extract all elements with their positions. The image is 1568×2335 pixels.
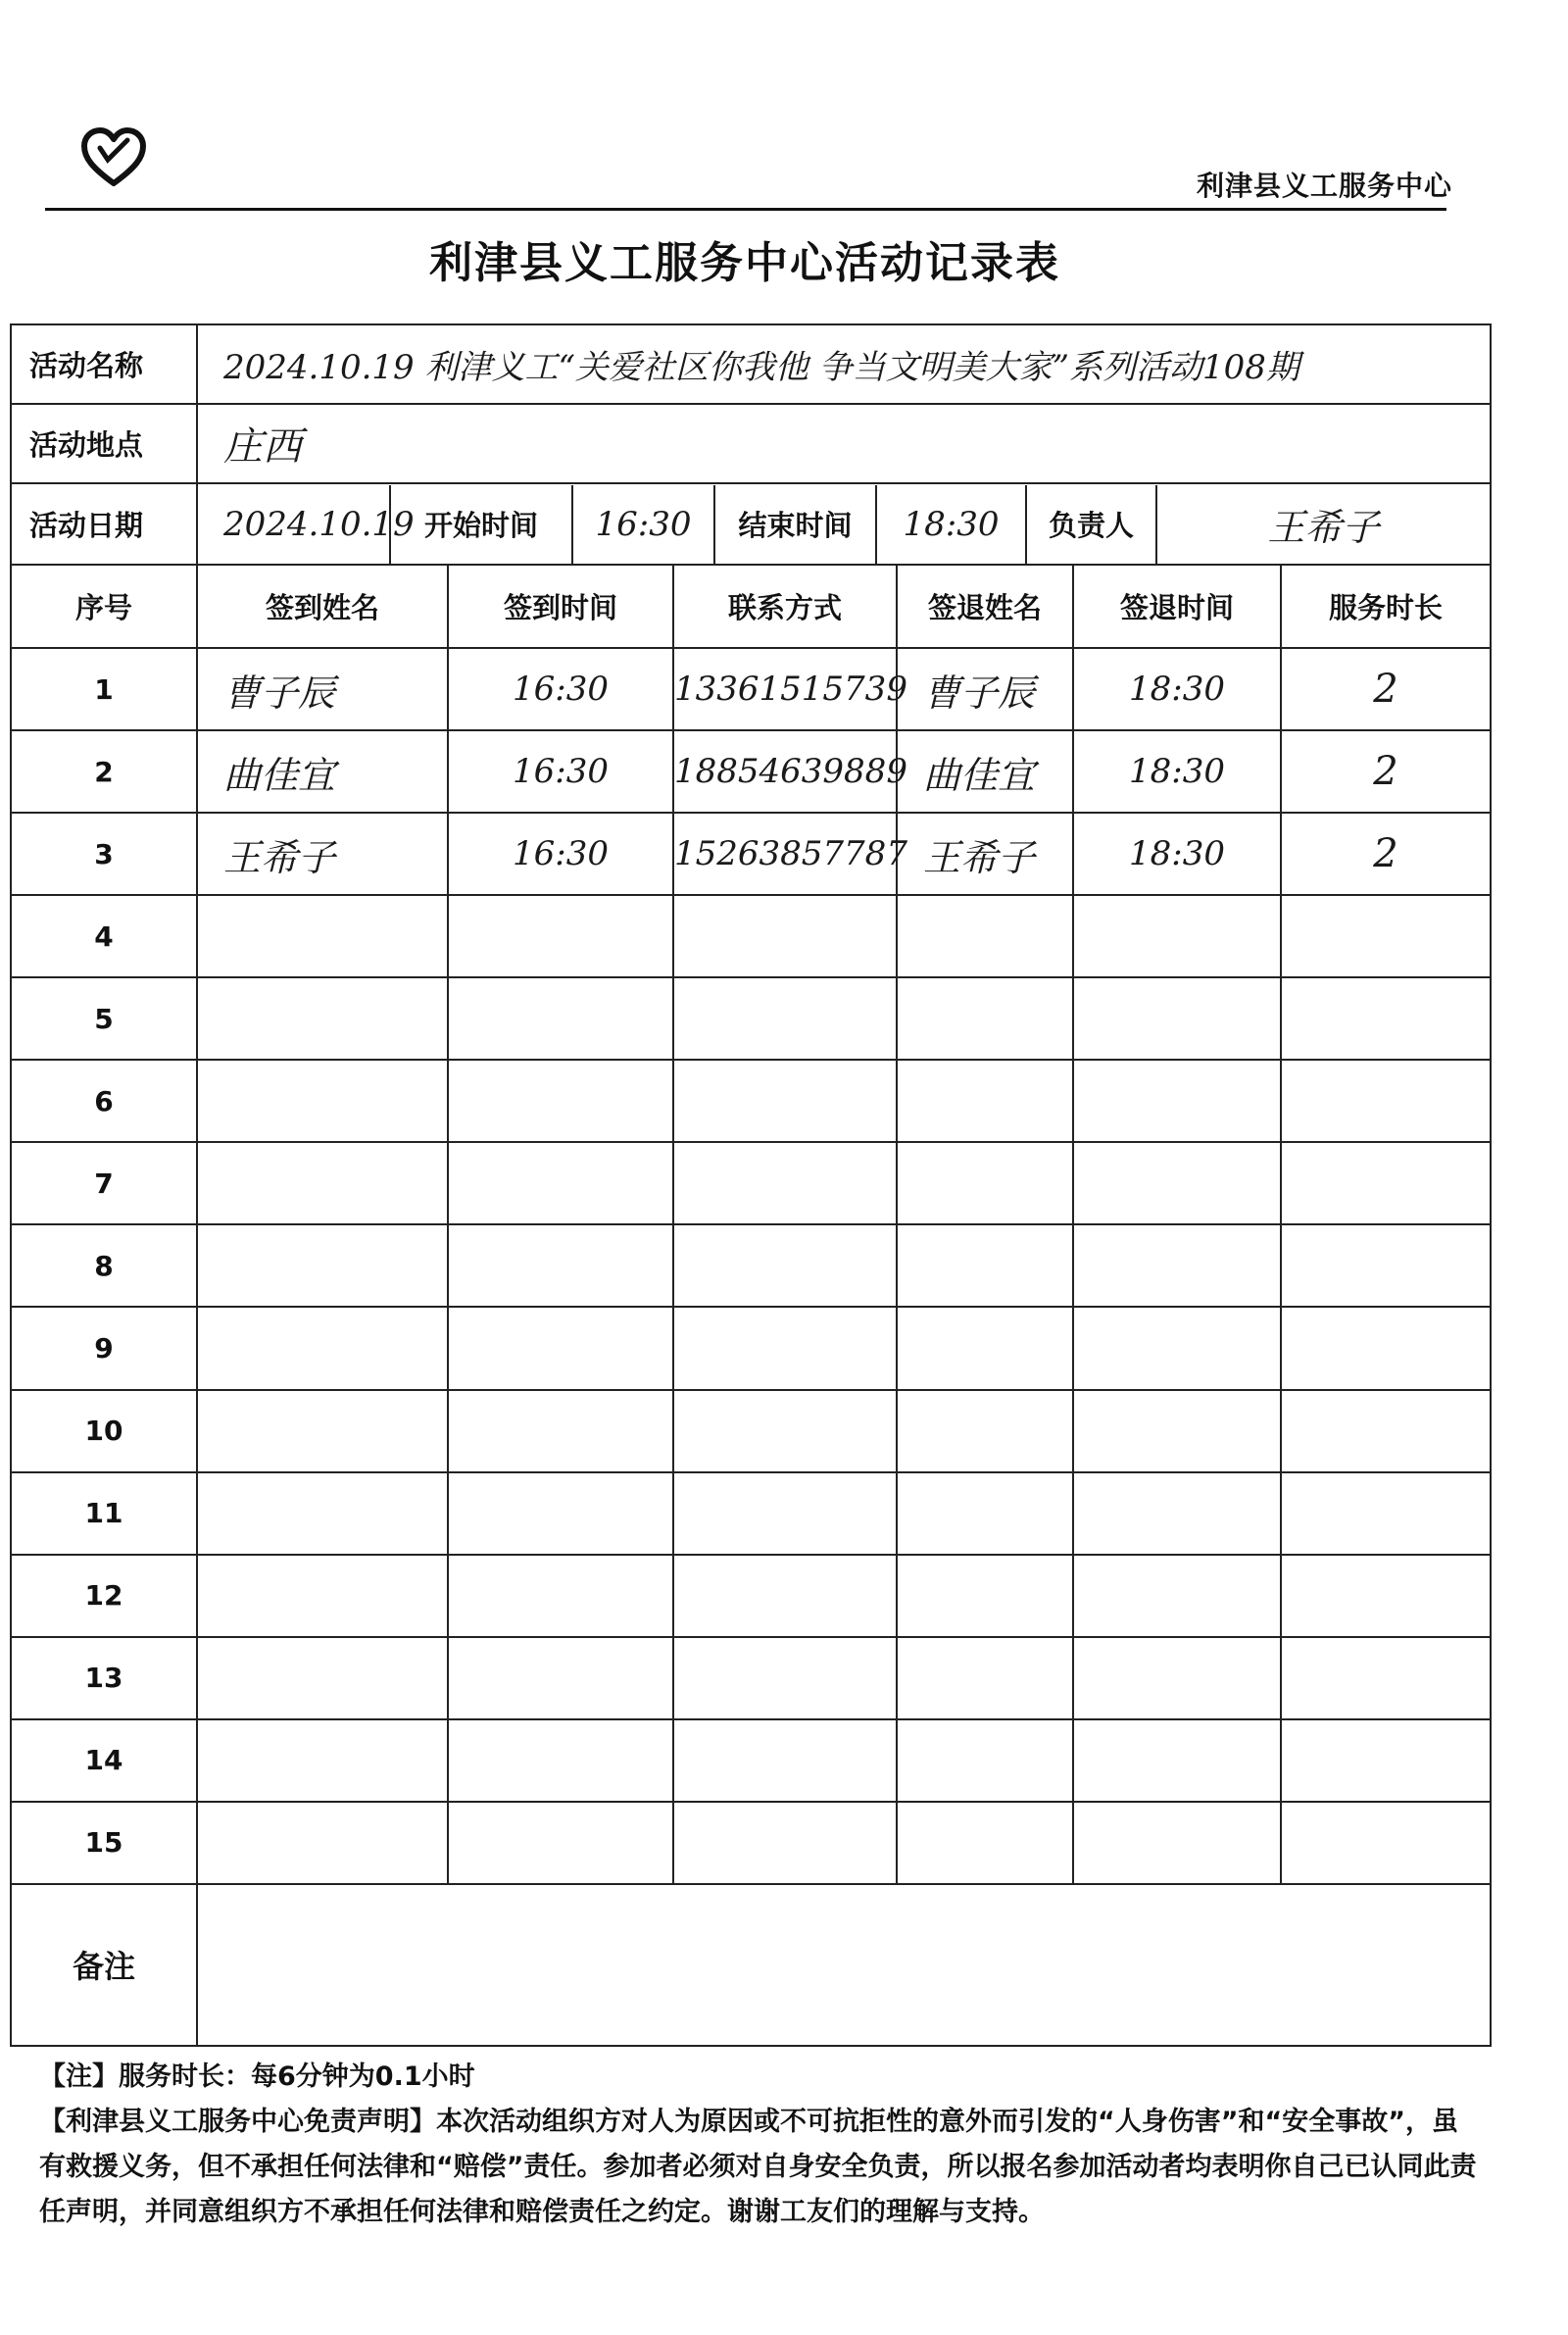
row-number: 10 [11,1390,197,1472]
table-row [11,1142,1491,1224]
phone-cell[interactable]: 13361515739 [673,648,897,730]
phone-cell[interactable] [673,1637,897,1719]
leader-label: 负责人 [1026,485,1156,564]
checkin-time-cell[interactable] [448,1472,673,1555]
activity-location-value[interactable]: 庄西 [197,404,1491,483]
checkout-time-cell[interactable]: 18:30 [1073,730,1281,813]
start-time-value[interactable]: 16:30 [572,485,714,564]
checkout-time-cell[interactable] [1073,1224,1281,1307]
checkout-name-cell[interactable] [897,895,1073,977]
hours-cell[interactable] [1281,1060,1491,1142]
checkin-name-cell[interactable] [197,1224,448,1307]
checkout-name-cell[interactable] [897,1637,1073,1719]
checkout-time-cell[interactable] [1073,1719,1281,1802]
form-title: 利津县义工服务中心活动记录表 [429,238,1060,288]
checkin-name-cell[interactable] [197,1307,448,1389]
row-number: 8 [11,1224,197,1307]
checkout-name-cell[interactable]: 王希子 [897,813,1073,895]
hours-cell[interactable] [1281,1390,1491,1472]
hours-cell[interactable] [1281,1802,1491,1884]
end-time-value[interactable]: 18:30 [876,485,1026,564]
checkout-name-cell[interactable] [897,1719,1073,1802]
row-number: 3 [11,813,197,895]
checkin-time-cell[interactable] [448,895,673,977]
table-row [11,1555,1491,1637]
checkin-time-cell[interactable] [448,977,673,1060]
checkout-name-cell[interactable] [897,1142,1073,1224]
checkin-name-cell[interactable] [197,977,448,1060]
checkout-time-cell[interactable] [1073,1142,1281,1224]
checkout-name-cell[interactable] [897,1390,1073,1472]
header-divider [45,208,1446,211]
footer-notes [39,2055,1480,2235]
checkin-time-cell[interactable]: 16:30 [448,730,673,813]
checkout-name-cell[interactable] [897,1555,1073,1637]
col-header-checkin-time: 签到时间 [448,565,673,648]
activity-date-value[interactable]: 2024.10.19 [198,485,390,564]
org-name: 利津县义工服务中心 [1196,170,1452,202]
activity-name-row [11,324,1491,404]
checkin-name-cell[interactable] [197,1802,448,1884]
table-row [11,730,1491,813]
checkin-name-cell[interactable] [197,1142,448,1224]
table-row [11,1307,1491,1389]
checkout-time-cell[interactable] [1073,1637,1281,1719]
hours-cell[interactable]: 2 [1281,730,1491,813]
activity-location-label: 活动地点 [11,404,197,483]
checkout-name-cell[interactable] [897,1472,1073,1555]
table-row [11,1060,1491,1142]
row-number: 12 [11,1555,197,1637]
row-number: 1 [11,648,197,730]
phone-cell[interactable] [673,1307,897,1389]
activity-date-row [11,483,1491,565]
hours-cell[interactable] [1281,977,1491,1060]
checkout-time-cell[interactable] [1073,1307,1281,1389]
hours-cell[interactable] [1281,1142,1491,1224]
phone-cell[interactable] [673,1472,897,1555]
col-header-checkin-name: 签到姓名 [197,565,448,648]
checkin-time-cell[interactable] [448,1555,673,1637]
col-header-checkout-time: 签退时间 [1073,565,1281,648]
checkout-time-cell[interactable] [1073,1472,1281,1555]
hours-cell[interactable] [1281,1637,1491,1719]
checkout-name-cell[interactable]: 曲佳宜 [897,730,1073,813]
table-row [11,813,1491,895]
disclaimer-text: 【利津县义工服务中心免责声明】本次活动组织方对人为原因或不可抗拒性的意外而引发的“人身伤害”和“安全事故”，虽有救援义务，但不承担任何法律和“赔偿”责任。参加者必须对自身安全负责，所以报名参加活动者均表明你自己已认同此责任声明，并同意组织方不承担任何法律和赔偿责任之约定。谢谢工友们的理解与支持。 [39,2107,1477,2227]
checkout-name-cell[interactable] [897,1307,1073,1389]
col-header-hours: 服务时长 [1281,565,1491,648]
checkin-name-cell[interactable]: 曲佳宜 [197,730,448,813]
checkout-name-cell[interactable] [897,1224,1073,1307]
phone-cell[interactable] [673,1390,897,1472]
checkout-time-cell[interactable]: 18:30 [1073,648,1281,730]
leader-value[interactable]: 王希子 [1267,506,1380,550]
phone-cell[interactable] [673,977,897,1060]
checkin-name-cell[interactable] [197,1472,448,1555]
hours-cell[interactable]: 2 [1281,813,1491,895]
activity-table [10,323,1492,2047]
activity-location-row [11,404,1491,483]
column-header-row [11,565,1491,648]
row-number: 7 [11,1142,197,1224]
remarks-row [11,1884,1491,2046]
checkout-name-cell[interactable] [897,1060,1073,1142]
start-time-label: 开始时间 [390,485,572,564]
checkin-name-cell[interactable] [197,1719,448,1802]
checkout-name-cell[interactable] [897,977,1073,1060]
row-number: 9 [11,1307,197,1389]
col-header-phone: 联系方式 [673,565,897,648]
table-row [11,648,1491,730]
table-row [11,1224,1491,1307]
checkout-time-cell[interactable]: 18:30 [1073,813,1281,895]
checkin-time-cell[interactable] [448,1142,673,1224]
row-number: 2 [11,730,197,813]
table-row [11,1802,1491,1884]
phone-cell[interactable] [673,1142,897,1224]
checkin-name-cell[interactable] [197,1555,448,1637]
col-header-checkout-name: 签退姓名 [897,565,1073,648]
hours-cell[interactable]: 2 [1281,648,1491,730]
hours-cell[interactable] [1281,1555,1491,1637]
checkin-time-cell[interactable]: 16:30 [448,648,673,730]
row-number: 14 [11,1719,197,1802]
activity-date-label: 活动日期 [11,483,197,565]
col-header-no: 序号 [11,565,197,648]
checkout-name-cell[interactable]: 曹子辰 [897,648,1073,730]
checkin-time-cell[interactable] [448,1802,673,1884]
row-number: 6 [11,1060,197,1142]
table-row [11,1637,1491,1719]
end-time-label: 结束时间 [714,485,876,564]
checkin-name-cell[interactable] [197,1060,448,1142]
phone-cell[interactable] [673,1224,897,1307]
table-row [11,977,1491,1060]
checkin-name-cell[interactable] [197,1637,448,1719]
phone-cell[interactable]: 18854639889 [673,730,897,813]
checkout-time-cell[interactable] [1073,1555,1281,1637]
row-number: 11 [11,1472,197,1555]
row-number: 15 [11,1802,197,1884]
checkin-time-cell[interactable] [448,1224,673,1307]
checkin-name-cell[interactable] [197,1390,448,1472]
table-row [11,1472,1491,1555]
checkin-time-cell[interactable] [448,1637,673,1719]
phone-cell[interactable]: 15263857787 [673,813,897,895]
checkin-time-cell[interactable]: 16:30 [448,813,673,895]
checkin-name-cell[interactable] [197,895,448,977]
hours-cell[interactable] [1281,1719,1491,1802]
hours-cell[interactable] [1281,895,1491,977]
phone-cell[interactable] [673,1555,897,1637]
checkout-time-cell[interactable] [1073,977,1281,1060]
phone-cell[interactable] [673,895,897,977]
checkin-time-cell[interactable] [448,1060,673,1142]
phone-cell[interactable] [673,1060,897,1142]
table-row [11,895,1491,977]
checkin-time-cell[interactable] [448,1719,673,1802]
checkin-time-cell[interactable] [448,1390,673,1472]
date-time-subrow [198,485,1490,564]
table-row [11,1390,1491,1472]
checkout-time-cell[interactable] [1073,895,1281,977]
heart-hands-logo-icon [78,123,149,193]
checkin-time-cell[interactable] [448,1307,673,1389]
row-number: 4 [11,895,197,977]
checkout-name-cell[interactable] [897,1802,1073,1884]
hours-cell[interactable] [1281,1307,1491,1389]
phone-cell[interactable] [673,1719,897,1802]
checkout-time-cell[interactable] [1073,1060,1281,1142]
checkin-name-cell[interactable]: 王希子 [197,813,448,895]
activity-name-label: 活动名称 [11,324,197,404]
table-row [11,1719,1491,1802]
row-number: 5 [11,977,197,1060]
remarks-label: 备注 [11,1884,197,2046]
hours-cell[interactable] [1281,1224,1491,1307]
checkout-time-cell[interactable] [1073,1802,1281,1884]
remarks-value[interactable] [197,1884,1491,2046]
checkin-name-cell[interactable]: 曹子辰 [197,648,448,730]
activity-name-value[interactable]: 2024.10.19 利津义工“关爱社区你我他 争当文明美大家”系列活动108期 [197,324,1491,404]
phone-cell[interactable] [673,1802,897,1884]
checkout-time-cell[interactable] [1073,1390,1281,1472]
service-hours-note: 【注】服务时长：每6分钟为0.1小时 [39,2062,475,2092]
row-number: 13 [11,1637,197,1719]
hours-cell[interactable] [1281,1472,1491,1555]
